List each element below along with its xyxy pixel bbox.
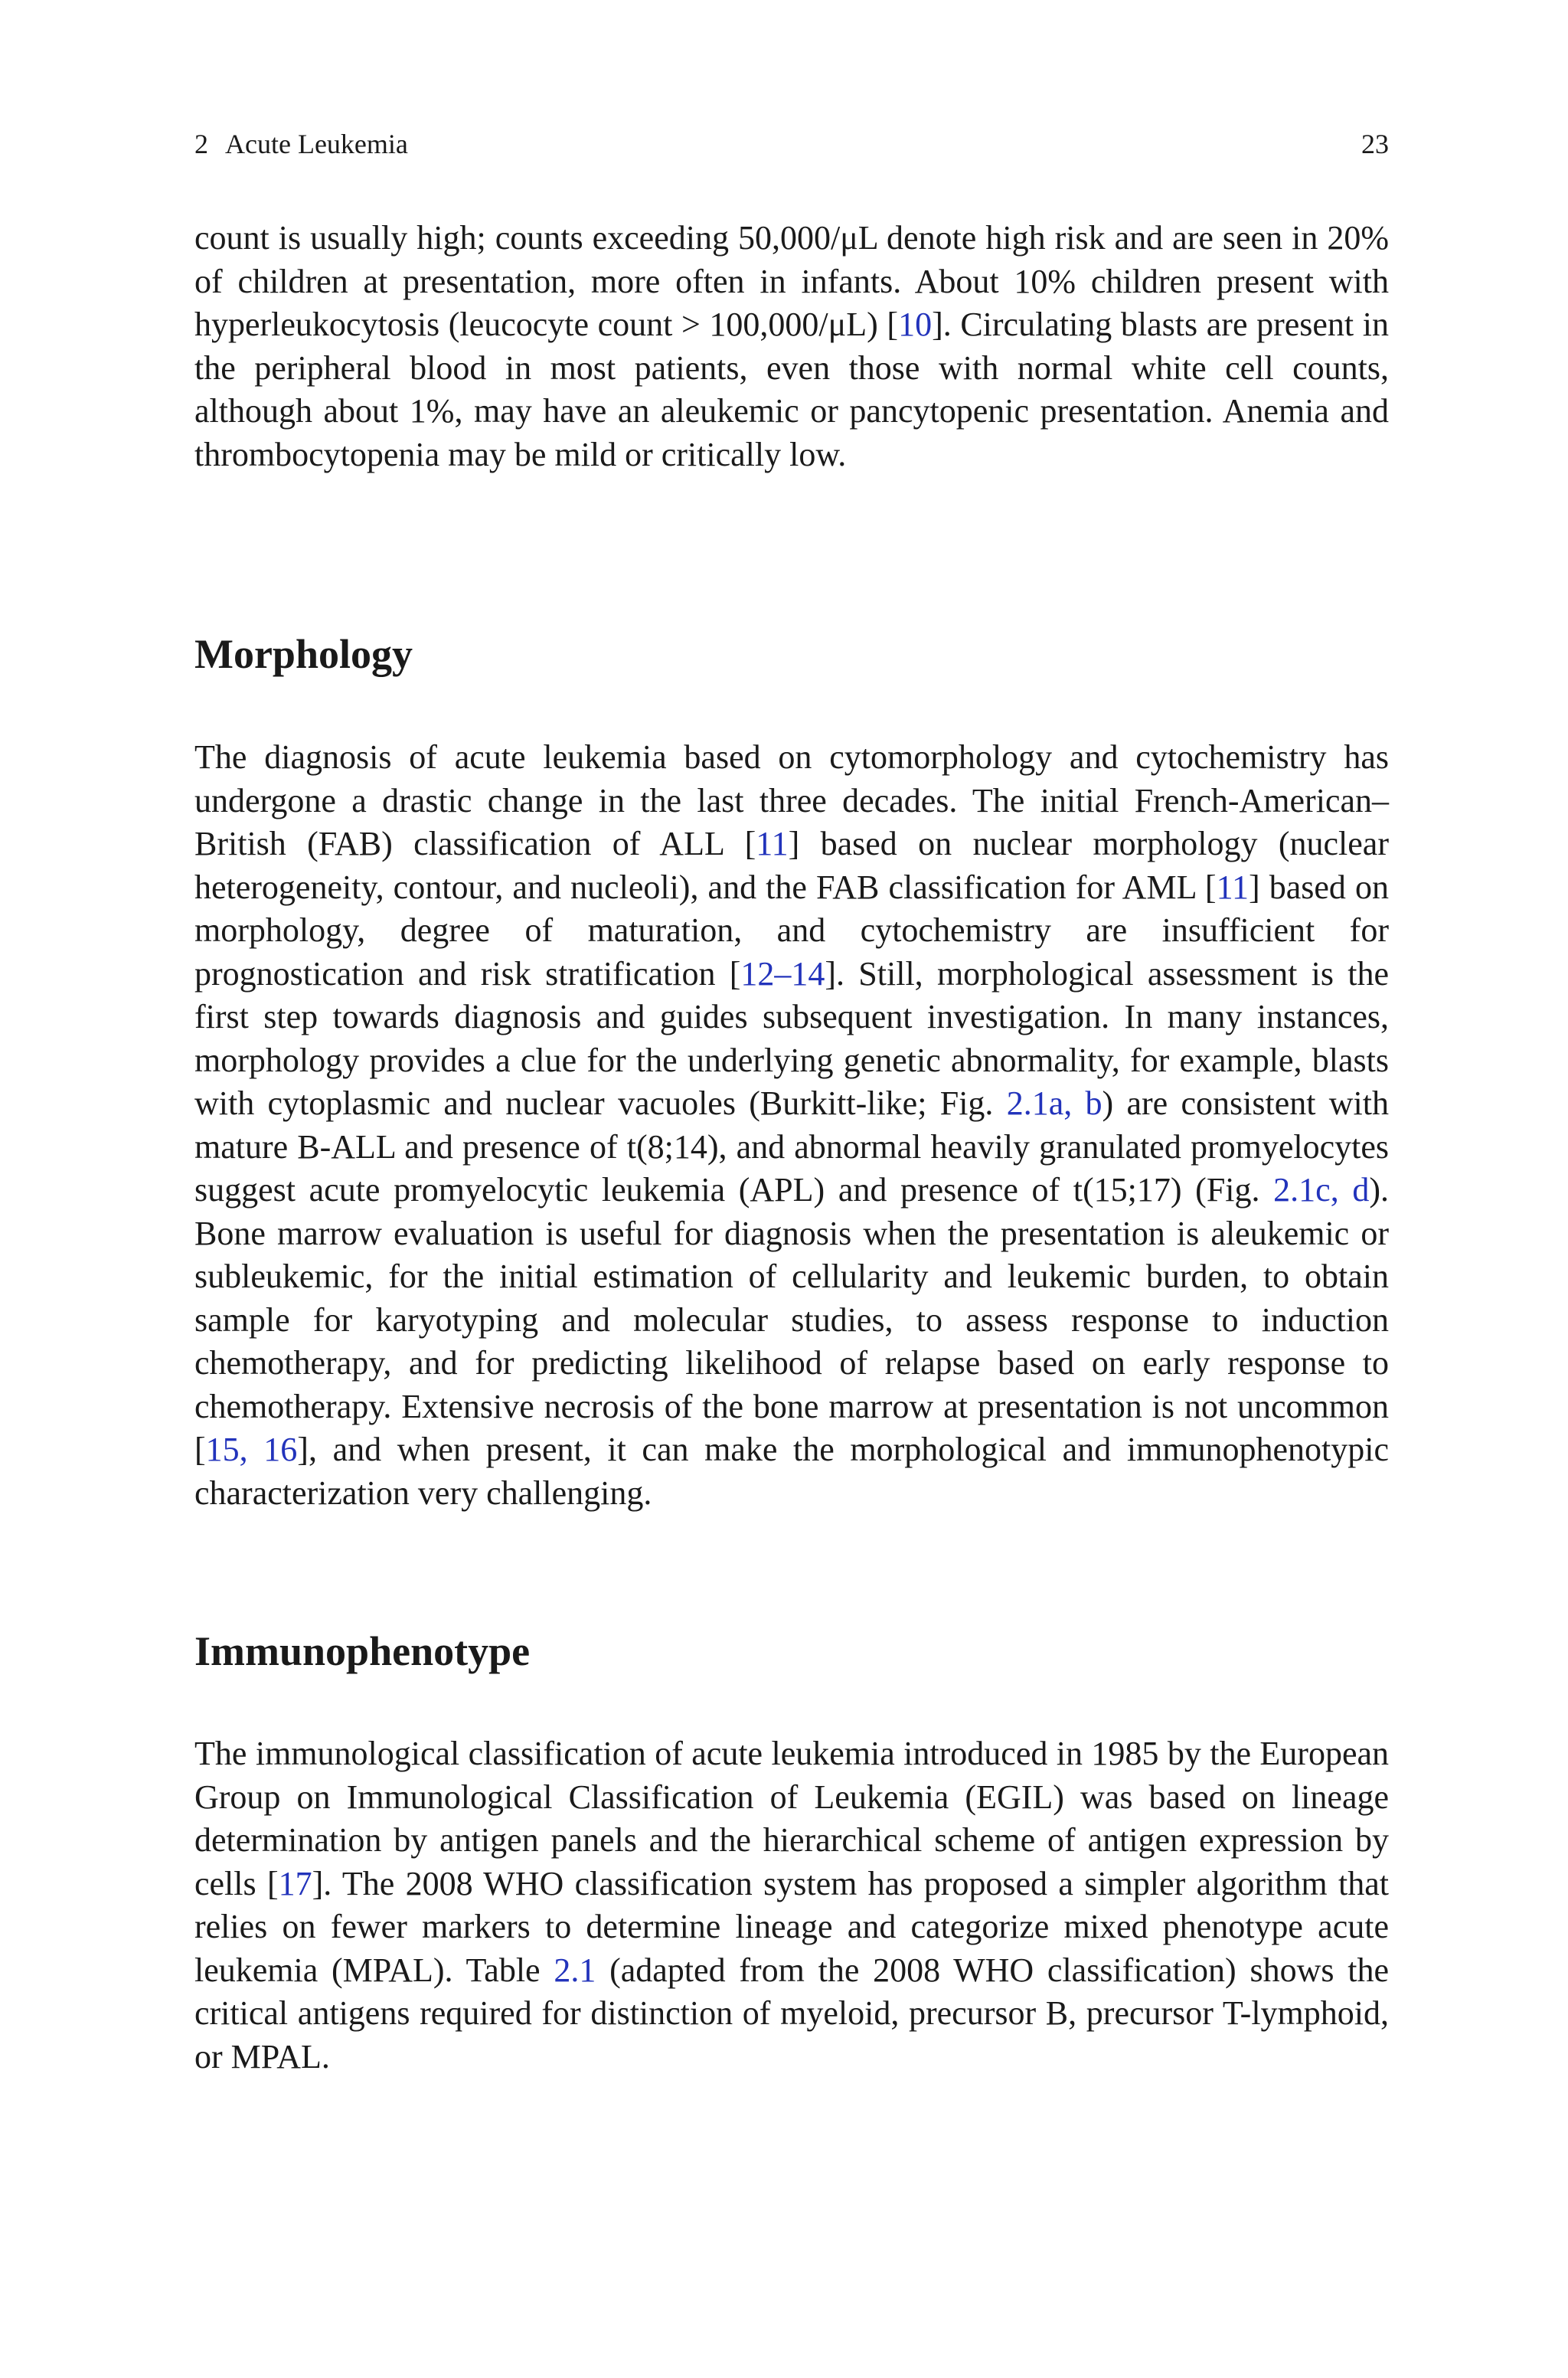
citation-link[interactable]: 12–14: [740, 954, 825, 993]
immunophenotype-paragraph: [194, 1732, 1389, 2079]
table-link[interactable]: 2.1: [554, 1951, 596, 1989]
text-segment: ). Bone marrow evaluation is useful for diagnosis when the presentation is aleukemic or subleukemic, for the initial estimation of cellularity and leukemic burden, to obtain sample for karyotyping and molecular studies, to assess response to induction chemotherapy, and for predicting likelihood of relapse based on early response to chemotherapy. Extensive necrosis of the bone marrow at presentation is not uncommon [: [194, 1171, 1389, 1468]
text-segment: ]. Still, morphological assessment is the first step towards diagnosis and guides subsequent investigation. In many instances, morphology provides a clue for the underlying genetic abnormality, for example, blasts with cytoplasmic and nuclear vacuoles (Burkitt-like; Fig.: [194, 954, 1389, 1122]
citation-link[interactable]: 10: [898, 306, 933, 343]
section-heading-immunophenotype: Immunophenotype: [194, 1628, 531, 1674]
text-segment: ) are consistent with mature B-ALL and presence of t(8;14), and abnormal heavily granulated promyelocytes suggest acute promyelocytic leukemia (APL) and presence of t(15;17) (Fig.: [194, 1084, 1389, 1209]
text-segment: The diagnosis of acute leukemia based on cytomorphology and cytochemistry has undergone a drastic change in the last three decades. The initial French-American–British (FAB) classification of ALL [: [194, 738, 1389, 862]
intro-paragraph: [194, 217, 1389, 476]
citation-link[interactable]: 15, 16: [205, 1431, 298, 1468]
text-segment: ] based on morphology, degree of maturation, and cytochemistry are insufficient for prognostication and risk stratification [: [194, 868, 1389, 993]
morphology-paragraph: [194, 736, 1389, 1515]
text-segment: ] based on nuclear morphology (nuclear heterogeneity, contour, and nucleoli), and the FAB classification for AML [: [194, 825, 1389, 906]
citation-link[interactable]: 17: [278, 1864, 312, 1902]
text-segment: (adapted from the 2008 WHO classification) shows the critical antigens required for distinction of myeloid, precursor B, precursor T-lymphoid, or MPAL.: [194, 1951, 1389, 2075]
text-segment: ]. The 2008 WHO classification system has proposed a simpler algorithm that relies on fewer markers to determine lineage and categorize mixed phenotype acute leukemia (MPAL). Table: [194, 1864, 1389, 1989]
text-segment: ], and when present, it can make the morphological and immunophenotypic characterization very challenging.: [194, 1431, 1389, 1512]
running-head: [194, 127, 1389, 161]
figure-link[interactable]: 2.1a, b: [1006, 1084, 1102, 1122]
text-segment: ]. Circulating blasts are present in the peripheral blood in most patients, even those with normal white cell counts, although about 1%, may have an aleukemic or pancytopenic presentation. Anemia and thrombocytopenia may be mild or critically low.: [194, 306, 1389, 473]
text-segment: count is usually high; counts exceeding 50,000/μL denote high risk and are seen in 20% of children at presentation, more often in infants. About 10% children present with hyperleukocytosis (leucocyte count > 100,000/μL) [: [194, 219, 1389, 343]
figure-link[interactable]: 2.1c, d: [1273, 1171, 1370, 1209]
chapter-number: 2: [194, 129, 208, 159]
chapter-title-text: Acute Leukemia: [225, 129, 408, 159]
citation-link[interactable]: 11: [756, 825, 789, 862]
citation-link[interactable]: 11: [1216, 868, 1249, 906]
page-number: 23: [1361, 129, 1389, 159]
text-segment: The immunological classification of acute leukemia introduced in 1985 by the European Group on Immunological Classification of Leukemia (EGIL) was based on lineage determination by antigen panels and the hierarchical scheme of antigen expression by cells [: [194, 1735, 1389, 1902]
section-heading-morphology: Morphology: [194, 631, 413, 677]
chapter-title: [194, 127, 408, 161]
